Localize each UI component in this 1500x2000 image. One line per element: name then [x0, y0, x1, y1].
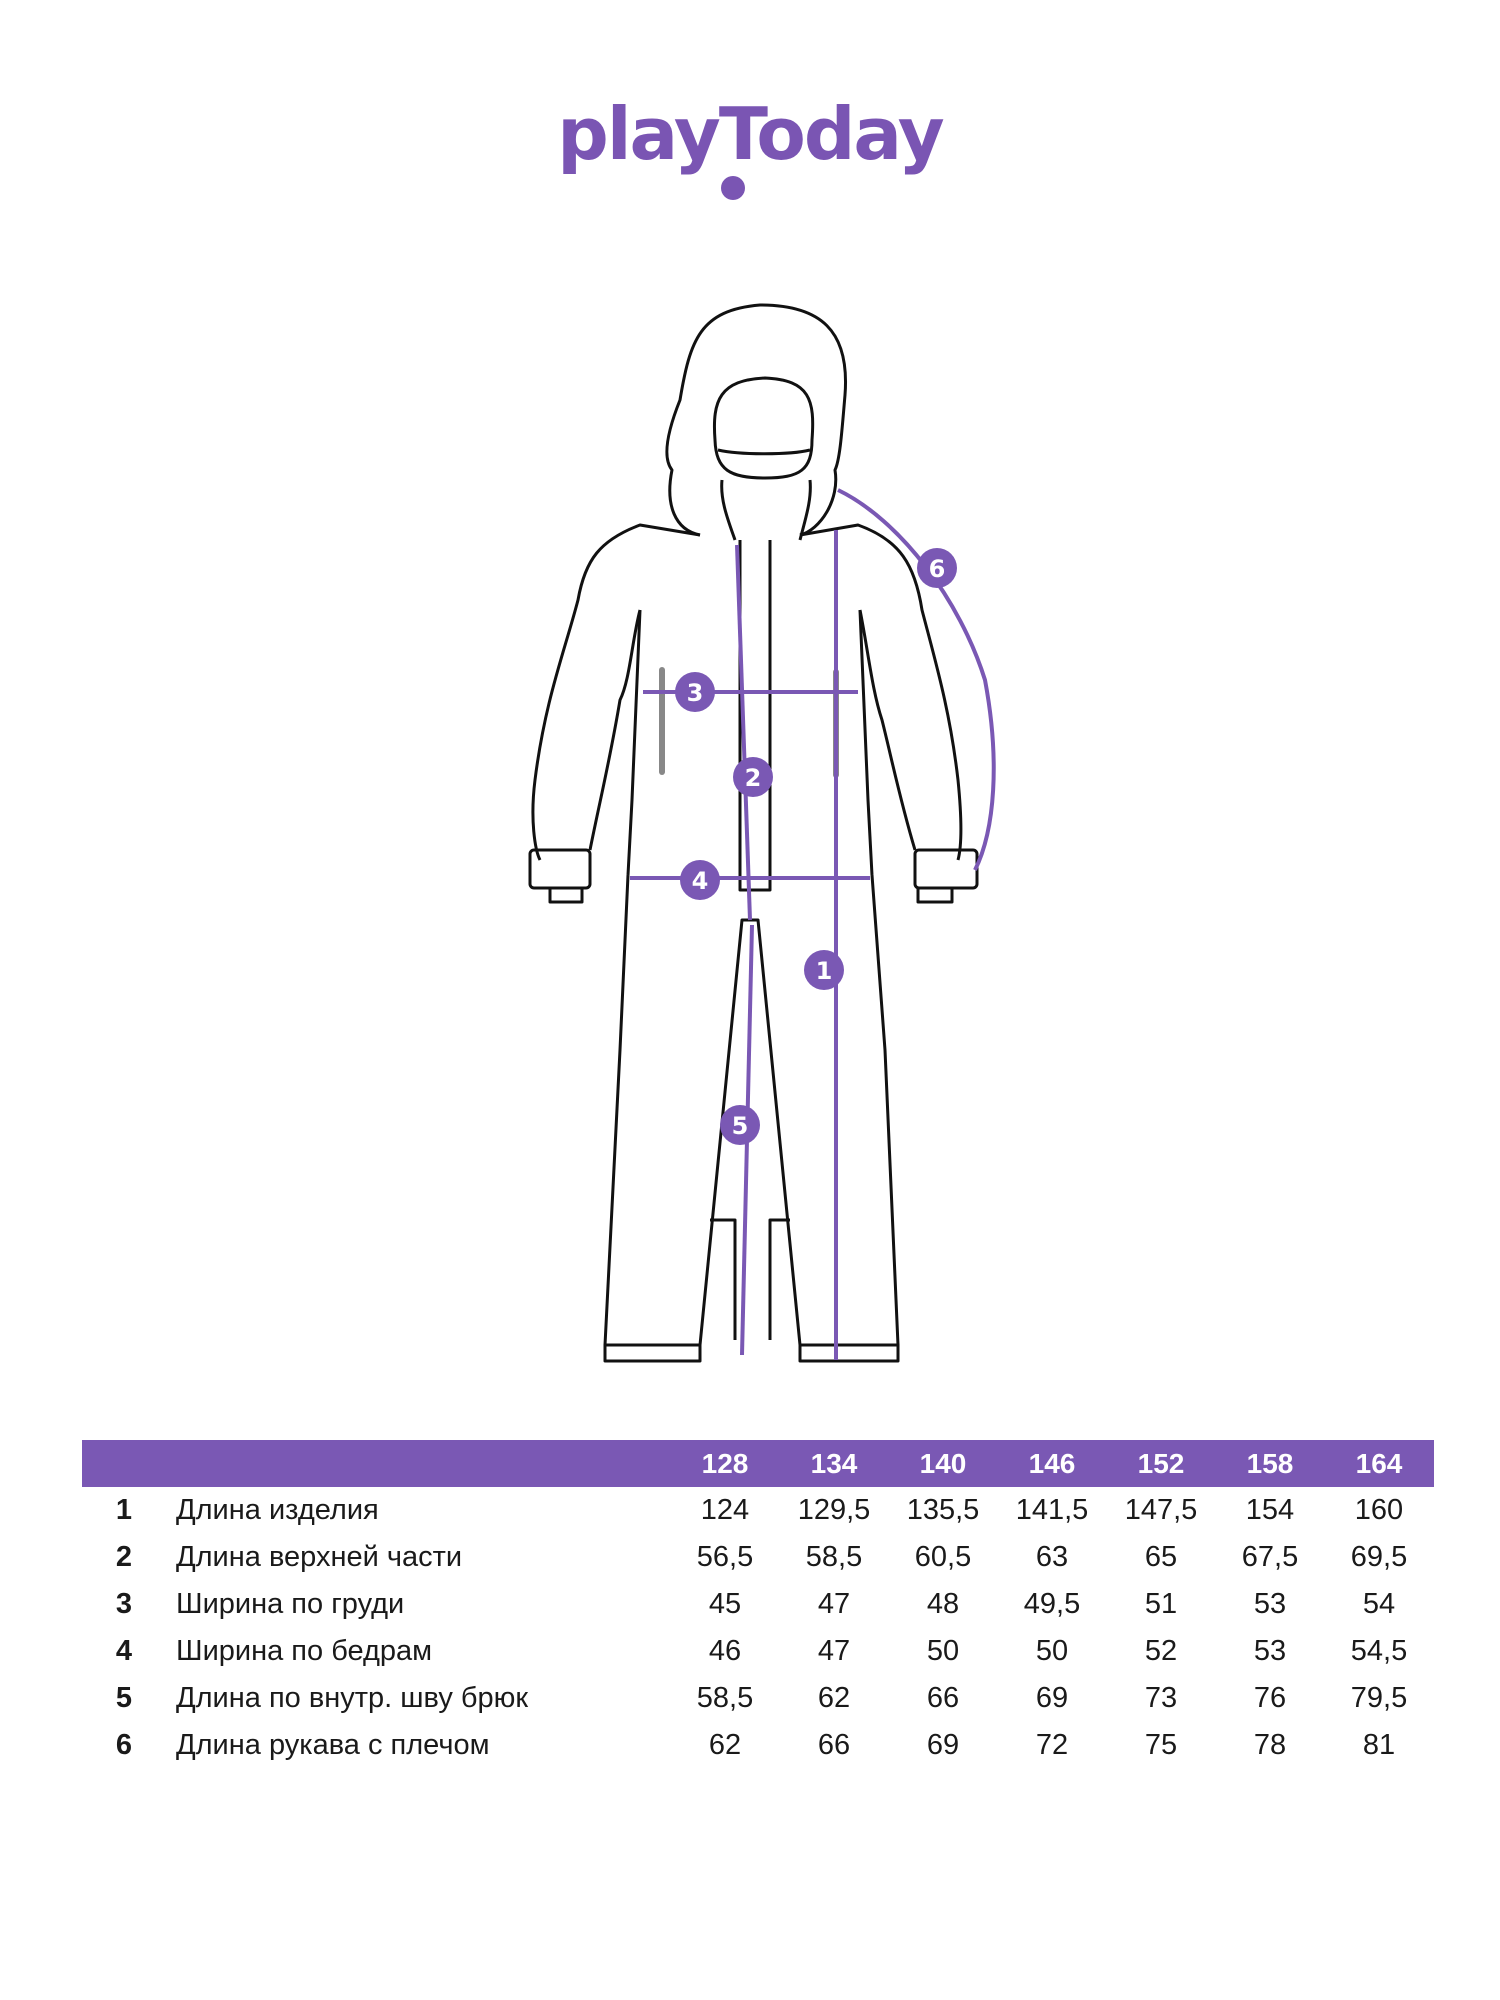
jumpsuit-outline: [530, 305, 977, 1361]
table-cell: 66: [817, 1729, 851, 1761]
table-cell: 69,5: [1350, 1541, 1408, 1573]
marker-4: [680, 860, 720, 900]
row-label: Ширина по бедрам: [176, 1635, 433, 1667]
table-cell: 62: [817, 1682, 851, 1714]
table-cell: 73: [1144, 1682, 1178, 1714]
table-cell: 154: [1245, 1494, 1295, 1526]
measurement-lines: [630, 490, 994, 1360]
table-cell: 56,5: [696, 1541, 754, 1573]
table-cell: 47: [817, 1588, 851, 1620]
table-cell: 135,5: [906, 1494, 980, 1526]
size-header-cell: 164: [1355, 1448, 1403, 1479]
table-cell: 69: [1035, 1682, 1069, 1714]
table-cell: 79,5: [1350, 1682, 1408, 1714]
table-cell: 48: [926, 1588, 960, 1620]
row-number: 3: [115, 1588, 133, 1620]
table-cell: 58,5: [805, 1541, 863, 1573]
table-row: [82, 1628, 1434, 1675]
row-label: Длина по внутр. шву брюк: [176, 1682, 529, 1714]
table-cell: 78: [1253, 1729, 1287, 1761]
table-row: [82, 1675, 1434, 1722]
svg-text:3: 3: [686, 679, 704, 707]
row-number: 4: [115, 1635, 133, 1667]
logo-text: playToday: [557, 92, 943, 176]
table-cell: 66: [926, 1682, 960, 1714]
marker-6: [917, 548, 957, 588]
marker-2: [733, 757, 773, 797]
marker-5: [720, 1105, 760, 1145]
marker-3: [675, 672, 715, 712]
table-cell: 65: [1144, 1541, 1178, 1573]
size-header-row: [82, 1440, 1434, 1487]
table-cell: 49,5: [1023, 1588, 1081, 1620]
table-cell: 47: [817, 1635, 851, 1667]
row-label: Ширина по груди: [176, 1588, 405, 1620]
table-cell: 50: [926, 1635, 960, 1667]
table-cell: 69: [926, 1729, 960, 1761]
table-cell: 45: [708, 1588, 742, 1620]
table-cell: 63: [1035, 1541, 1069, 1573]
table-cell: 129,5: [797, 1494, 871, 1526]
size-table: [82, 1440, 1434, 1769]
table-cell: 62: [708, 1729, 742, 1761]
row-label: Длина рукава с плечом: [176, 1729, 490, 1761]
table-cell: 67,5: [1241, 1541, 1299, 1573]
svg-text:5: 5: [731, 1112, 749, 1140]
size-header-cell: 152: [1137, 1448, 1185, 1479]
row-number: 1: [115, 1494, 133, 1526]
svg-text:2: 2: [744, 764, 762, 792]
table-cell: 51: [1144, 1588, 1178, 1620]
size-header-cell: 146: [1028, 1448, 1076, 1479]
table-cell: 58,5: [696, 1682, 754, 1714]
table-cell: 52: [1144, 1635, 1178, 1667]
table-cell: 60,5: [914, 1541, 972, 1573]
size-header-cell: 140: [919, 1448, 967, 1479]
table-cell: 72: [1035, 1729, 1069, 1761]
table-cell: 54,5: [1350, 1635, 1408, 1667]
table-row: [82, 1487, 1434, 1534]
table-cell: 54: [1362, 1588, 1396, 1620]
table-row: [82, 1534, 1434, 1581]
row-number: 2: [115, 1541, 133, 1573]
size-header-cell: 128: [701, 1448, 749, 1479]
table-cell: 53: [1253, 1588, 1287, 1620]
table-cell: 50: [1035, 1635, 1069, 1667]
size-header-cell: 158: [1246, 1448, 1294, 1479]
table-cell: 46: [708, 1635, 742, 1667]
table-cell: 81: [1362, 1729, 1396, 1761]
table-cell: 141,5: [1015, 1494, 1089, 1526]
table-cell: 147,5: [1124, 1494, 1198, 1526]
size-header-cell: 134: [810, 1448, 858, 1479]
row-label: Длина верхней части: [176, 1541, 463, 1573]
marker-1: [804, 950, 844, 990]
table-cell: 160: [1354, 1494, 1404, 1526]
table-cell: 124: [700, 1494, 750, 1526]
table-row: [82, 1722, 1434, 1769]
table-cell: 75: [1144, 1729, 1178, 1761]
table-cell: 53: [1253, 1635, 1287, 1667]
row-label: Длина изделия: [176, 1494, 379, 1526]
table-row: [82, 1581, 1434, 1628]
table-cell: 76: [1253, 1682, 1287, 1714]
svg-text:1: 1: [815, 957, 833, 985]
row-number: 5: [115, 1682, 133, 1714]
svg-text:6: 6: [928, 555, 946, 583]
row-number: 6: [115, 1729, 133, 1761]
svg-text:4: 4: [691, 867, 709, 895]
